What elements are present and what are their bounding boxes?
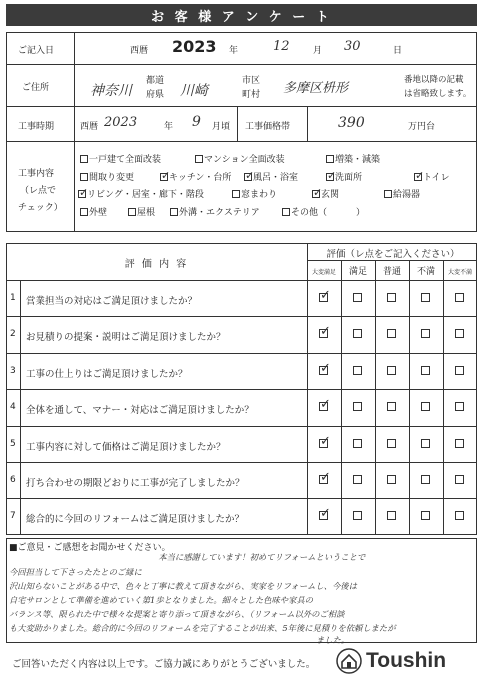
entry-date-era: 西暦 <box>130 46 149 56</box>
content-option-label: 窓まわり <box>241 190 278 200</box>
address-city-unit-1: 市区 <box>242 76 261 86</box>
content-checkbox[interactable] <box>232 190 240 198</box>
rating-checkbox[interactable] <box>421 329 430 338</box>
question-number: 3 <box>10 366 16 376</box>
rating-checkbox[interactable] <box>353 293 362 302</box>
address-city-unit-2: 町村 <box>242 90 261 100</box>
address-town: 多摩区枡形 <box>283 81 349 96</box>
content-checkbox[interactable] <box>160 173 168 181</box>
rating-checkbox[interactable] <box>455 293 464 302</box>
content-label-1: 工事内容 <box>18 169 55 179</box>
comments-label: ■ご意見・ご感想をお聞かせください。 <box>9 543 171 553</box>
content-option[interactable] <box>384 187 420 200</box>
content-option-label: その他（ <box>291 208 328 218</box>
rating-checkbox[interactable] <box>455 329 464 338</box>
address-pref-unit-1: 都道 <box>146 76 165 86</box>
comment-line: 沢山知らないことがある中で、色々と丁寧に教えて頂きながら、実家をリフォームし、今後は <box>9 581 357 591</box>
period-month-unit: 月頃 <box>212 122 231 132</box>
rating-checkbox[interactable] <box>387 402 396 411</box>
rating-checkbox[interactable] <box>319 402 328 411</box>
address-note-2: は省略致します。 <box>404 89 472 99</box>
question-text: お見積りの提案・説明はご満足頂けましたか？ <box>26 332 226 343</box>
question-text: 営業担当の対応はご満足頂けましたか？ <box>26 296 198 307</box>
title-bar <box>6 4 477 26</box>
rating-checkbox[interactable] <box>455 439 464 448</box>
rating-checkbox[interactable] <box>353 439 362 448</box>
content-checkbox[interactable] <box>326 173 334 181</box>
content-option-label: マンション全面改装 <box>204 155 285 165</box>
entry-date-year-unit: 年 <box>229 46 239 56</box>
content-checkbox[interactable] <box>128 208 136 216</box>
rating-checkbox[interactable] <box>421 366 430 375</box>
rating-column-header: 大変不満 <box>447 269 472 276</box>
content-option[interactable] <box>128 205 155 218</box>
content-option-label: 給湯器 <box>393 190 421 200</box>
content-option-label: ） <box>356 208 366 218</box>
rating-checkbox[interactable] <box>319 511 328 520</box>
question-number: 5 <box>10 439 16 449</box>
rating-checkbox[interactable] <box>387 439 396 448</box>
address-note-1: 番地以降の記載 <box>404 75 464 85</box>
page-title: お 客 様 ア ン ケ ー ト <box>151 9 332 25</box>
period-label: 工事時期 <box>18 122 55 132</box>
content-option[interactable] <box>356 205 365 218</box>
content-option[interactable] <box>232 187 277 200</box>
period-year: 2023 <box>104 115 138 130</box>
content-option-label: キッチン・台所 <box>169 173 232 183</box>
rating-checkbox[interactable] <box>455 511 464 520</box>
house-icon <box>336 648 362 674</box>
content-option[interactable] <box>244 170 298 183</box>
content-option-label: 一戸建て全面改装 <box>89 155 162 165</box>
question-text: 全体を通して、マナー・対応はご満足頂けましたか？ <box>26 405 254 416</box>
price-unit: 万円台 <box>408 122 436 132</box>
content-option[interactable] <box>80 205 107 218</box>
content-label-2: （レ点で <box>20 186 57 196</box>
content-option[interactable] <box>326 170 362 183</box>
content-label-3: チェック） <box>18 203 63 213</box>
content-checkbox[interactable] <box>384 190 392 198</box>
content-option[interactable] <box>80 170 134 183</box>
content-option-label: 屋根 <box>137 208 156 218</box>
content-option-label: 洗面所 <box>335 173 363 183</box>
rating-checkbox[interactable] <box>319 329 328 338</box>
rating-header: 評価（レ点をご記入ください） <box>326 249 460 260</box>
question-text: 工事の仕上りはご満足頂けましたか？ <box>26 369 188 380</box>
period-era: 西暦 <box>80 122 99 132</box>
question-number: 4 <box>10 402 16 412</box>
content-checkbox[interactable] <box>312 190 320 198</box>
entry-date-day-unit: 日 <box>393 46 403 56</box>
comment-line: も大変助かりました。総合的に今回のリフォームを完了することが出来、5年後に見積りを依頼しまたが <box>9 623 396 633</box>
rating-checkbox[interactable] <box>387 293 396 302</box>
rating-checkbox[interactable] <box>353 329 362 338</box>
question-text: 総合的に今回のリフォームはご満足頂けましたか？ <box>26 514 245 525</box>
question-text: 打ち合わせの期限どおりに工事が完了しましたか？ <box>26 478 245 489</box>
rating-checkbox[interactable] <box>421 475 430 484</box>
content-option[interactable] <box>195 152 285 165</box>
rating-checkbox[interactable] <box>421 402 430 411</box>
content-option[interactable] <box>326 152 380 165</box>
period-month: 9 <box>192 114 201 130</box>
content-checkbox[interactable] <box>78 190 86 198</box>
rating-checkbox[interactable] <box>421 293 430 302</box>
content-option[interactable] <box>78 187 204 200</box>
content-option[interactable] <box>170 205 260 218</box>
address-pref-unit-2: 府県 <box>146 90 165 100</box>
rating-checkbox[interactable] <box>353 475 362 484</box>
rating-checkbox[interactable] <box>353 402 362 411</box>
evaluation-header: 評 価 内 容 <box>124 259 189 270</box>
entry-date-month-unit: 月 <box>313 46 323 56</box>
content-option[interactable] <box>160 170 231 183</box>
content-checkbox[interactable] <box>326 155 334 163</box>
address-prefecture: 神奈川 <box>90 83 132 99</box>
rating-checkbox[interactable] <box>387 329 396 338</box>
rating-checkbox[interactable] <box>319 475 328 484</box>
content-checkbox[interactable] <box>80 208 88 216</box>
rating-checkbox[interactable] <box>319 439 328 448</box>
content-option-label: 外溝・エクステリア <box>179 208 260 218</box>
entry-date-day: 30 <box>344 39 361 54</box>
info-table <box>6 32 477 232</box>
content-option-label: リビング・居室・廊下・階段 <box>87 190 204 200</box>
rating-column-header: 大変満足 <box>311 269 336 276</box>
entry-date-label: ご記入日 <box>18 46 55 56</box>
comment-line: 本当に感謝しています！初めてリフォームということで <box>9 552 366 562</box>
entry-date-year: 2023 <box>172 37 217 56</box>
content-option-label: 玄関 <box>321 190 340 200</box>
rating-checkbox[interactable] <box>455 366 464 375</box>
entry-date-month: 12 <box>273 39 290 54</box>
question-number: 7 <box>10 511 16 521</box>
period-year-unit: 年 <box>164 122 174 132</box>
content-option-label: 風呂・浴室 <box>253 173 299 183</box>
comment-line: 自宅サロンとして準備を進めていく第1歩となりました。細々とした色味や家具の <box>9 595 313 605</box>
content-checkbox[interactable] <box>282 208 290 216</box>
question-number: 6 <box>10 475 16 485</box>
price-value: 390 <box>338 115 365 131</box>
comment-line: 今回担当して下さったたとのご縁に <box>9 567 142 577</box>
rating-checkbox[interactable] <box>387 511 396 520</box>
rating-checkbox[interactable] <box>319 293 328 302</box>
rating-checkbox[interactable] <box>455 402 464 411</box>
price-label: 工事価格帯 <box>245 122 291 132</box>
rating-checkbox[interactable] <box>319 366 328 375</box>
content-option[interactable] <box>282 205 327 218</box>
content-checkbox[interactable] <box>170 208 178 216</box>
content-option[interactable] <box>312 187 339 200</box>
rating-checkbox[interactable] <box>387 475 396 484</box>
rating-checkbox[interactable] <box>353 366 362 375</box>
rating-checkbox[interactable] <box>387 366 396 375</box>
content-checkbox[interactable] <box>80 155 88 163</box>
brand-name: Toushin <box>366 649 447 672</box>
content-checkbox[interactable] <box>80 173 88 181</box>
rating-column-header: 満足 <box>348 267 367 277</box>
address-city: 川崎 <box>180 83 208 99</box>
content-checkbox[interactable] <box>195 155 203 163</box>
question-text: 工事内容に対して価格はご満足頂けましたか？ <box>26 442 226 453</box>
brand-logo <box>336 648 446 674</box>
rating-column-header: 不満 <box>416 267 435 277</box>
rating-column-header: 普通 <box>382 267 401 277</box>
address-label: ご住所 <box>22 83 50 93</box>
content-option-label: 間取り変更 <box>89 173 135 183</box>
content-checkbox[interactable] <box>244 173 252 181</box>
content-checkbox[interactable] <box>414 173 422 181</box>
comment-line: バランス等、限られた中で様々な提案と寄り添って頂きながら、（リフォーム以外のご相談 <box>9 609 345 619</box>
content-option[interactable] <box>80 152 161 165</box>
footer-text: ご回答いただく内容は以上です。ご協力誠にありがとうございました。 <box>12 659 316 670</box>
question-number: 2 <box>10 329 16 339</box>
rating-checkbox[interactable] <box>455 475 464 484</box>
rating-checkbox[interactable] <box>421 439 430 448</box>
rating-checkbox[interactable] <box>353 511 362 520</box>
rating-checkbox[interactable] <box>421 511 430 520</box>
content-option-label: 増築・減築 <box>335 155 381 165</box>
content-option-label: 外壁 <box>89 208 108 218</box>
question-number: 1 <box>10 293 16 303</box>
content-option[interactable] <box>414 170 450 183</box>
comment-line: ました。 <box>316 635 350 645</box>
content-option-label: トイレ <box>423 173 450 183</box>
